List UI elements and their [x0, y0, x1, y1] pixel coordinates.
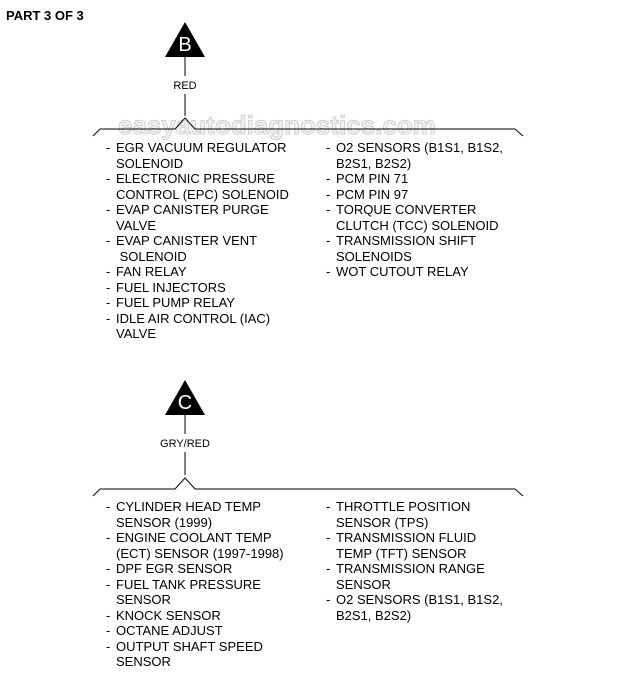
component-name-line: O2 SENSORS (B1S1, B1S2,: [336, 140, 503, 155]
component-item: [106, 140, 289, 171]
component-item: [106, 295, 289, 311]
component-item: [106, 623, 284, 639]
bullet-dash: -: [106, 623, 111, 638]
connector-c-wire-color: GRY/RED: [160, 438, 210, 450]
watermark: easyautodiagnostics.com: [118, 110, 436, 140]
bullet-dash: -: [326, 264, 331, 279]
connector-c-left-list: [106, 499, 284, 670]
component-name-line: DPF EGR SENSOR: [116, 561, 233, 576]
component-item: [326, 592, 503, 623]
component-name: [336, 499, 470, 530]
component-name-line: B2S1, B2S2): [336, 155, 412, 171]
component-name-line: THROTTLE POSITION: [336, 499, 471, 514]
component-name-line: PCM PIN 71: [336, 171, 409, 186]
bullet-dash: -: [326, 592, 331, 607]
component-name-line: TRANSMISSION SHIFT: [336, 233, 477, 248]
bullet-dash: -: [106, 638, 111, 654]
component-name-line: IDLE AIR CONTROL (IAC): [116, 310, 271, 326]
component-name-line: TORQUE CONVERTER: [336, 202, 477, 217]
component-name: [116, 561, 232, 577]
component-name-line: TRANSMISSION FLUID: [336, 530, 477, 545]
component-name: [116, 233, 257, 264]
bullet-dash: -: [106, 499, 111, 514]
component-item: [326, 561, 503, 592]
component-item: [106, 202, 289, 233]
component-name: [116, 171, 289, 202]
connector-b-letter: B: [178, 34, 192, 56]
component-name-line: ENGINE COOLANT TEMP: [116, 530, 272, 545]
component-name-line: OUTPUT SHAFT SPEED: [116, 638, 263, 654]
component-name-line: SOLENOID: [116, 248, 187, 264]
component-name: [116, 264, 187, 280]
component-item: [326, 171, 503, 187]
component-name-line: FUEL PUMP RELAY: [116, 295, 235, 310]
component-name-line: SENSOR: [336, 576, 391, 592]
bullet-dash: -: [326, 186, 331, 202]
component-name-line: TEMP (TFT) SENSOR: [336, 545, 467, 561]
component-name: [116, 530, 284, 561]
component-name-line: B2S1, B2S2): [336, 607, 412, 623]
component-name-line: PCM PIN 97: [336, 186, 409, 202]
connector-c-letter: C: [177, 392, 193, 414]
bullet-dash: -: [326, 140, 331, 155]
bullet-dash: -: [106, 576, 111, 592]
component-name: [116, 295, 235, 311]
component-item: [106, 311, 289, 342]
bullet-dash: -: [106, 310, 111, 326]
component-item: [106, 577, 284, 608]
component-name-line: FAN RELAY: [116, 264, 187, 279]
component-item: [326, 530, 503, 561]
component-name-line: VALVE: [116, 326, 156, 341]
component-name-line: TRANSMISSION RANGE: [336, 561, 485, 576]
component-name: [116, 202, 269, 233]
component-name: [336, 140, 503, 171]
bullet-dash: -: [326, 530, 331, 545]
connector-c-right-list: [326, 499, 503, 623]
component-item: [106, 561, 284, 577]
component-name: [116, 280, 226, 296]
component-item: [106, 608, 284, 624]
component-name: [336, 202, 499, 233]
component-name: [116, 499, 261, 530]
component-name: [116, 623, 223, 639]
component-name-line: ELECTRONIC PRESSURE: [116, 171, 275, 186]
component-name: [336, 264, 469, 280]
component-name: [116, 639, 263, 670]
component-name-line: CYLINDER HEAD TEMP: [116, 499, 261, 514]
bullet-dash: -: [326, 171, 331, 186]
component-item: [106, 264, 289, 280]
component-item: [326, 202, 503, 233]
connector-c-bracket: [93, 478, 523, 496]
component-item: [106, 171, 289, 202]
component-name-line: O2 SENSORS (B1S1, B1S2,: [336, 592, 503, 607]
component-item: [106, 530, 284, 561]
component-name-line: FUEL INJECTORS: [116, 279, 226, 295]
component-name-line: SENSOR (TPS): [336, 514, 429, 530]
component-name-line: EVAP CANISTER PURGE: [116, 202, 269, 217]
component-name: [116, 311, 270, 342]
component-item: [326, 499, 503, 530]
component-item: [326, 264, 503, 280]
component-name: [116, 608, 221, 624]
component-name-line: VALVE: [116, 217, 156, 233]
bullet-dash: -: [106, 233, 111, 248]
component-name-line: SENSOR: [116, 654, 171, 669]
component-name-line: WOT CUTOUT RELAY: [336, 264, 469, 279]
component-name-line: CLUTCH (TCC) SOLENOID: [336, 217, 499, 233]
part-label: PART 3 OF 3: [6, 8, 84, 23]
bullet-dash: -: [106, 295, 111, 310]
bullet-dash: -: [106, 171, 111, 186]
component-name-line: EGR VACUUM REGULATOR: [116, 140, 287, 155]
component-name-line: SOLENOIDS: [336, 248, 412, 264]
component-name-line: (ECT) SENSOR (1997-1998): [116, 545, 284, 561]
component-name: [116, 577, 261, 608]
connector-c: [93, 380, 523, 496]
connector-b-left-list: [106, 140, 289, 342]
bullet-dash: -: [326, 499, 331, 514]
component-name-line: CONTROL (EPC) SOLENOID: [116, 186, 289, 202]
bullet-dash: -: [106, 264, 111, 279]
component-item: [326, 233, 503, 264]
component-name: [336, 171, 408, 187]
component-name: [336, 530, 476, 561]
bullet-dash: -: [106, 279, 111, 295]
component-item: [106, 639, 284, 670]
component-name-line: SENSOR: [116, 592, 171, 607]
bullet-dash: -: [106, 561, 111, 576]
connector-b-wire-color: RED: [173, 80, 197, 92]
component-name-line: EVAP CANISTER VENT: [116, 233, 258, 248]
component-item: [326, 140, 503, 171]
component-name-line: KNOCK SENSOR: [116, 607, 221, 623]
component-item: [106, 499, 284, 530]
component-item: [326, 187, 503, 203]
bullet-dash: -: [326, 202, 331, 217]
component-name: [336, 187, 408, 203]
component-name: [116, 140, 286, 171]
component-name-line: SOLENOID: [116, 155, 184, 171]
bullet-dash: -: [326, 233, 331, 248]
component-name: [336, 592, 503, 623]
bullet-dash: -: [106, 530, 111, 545]
component-name-line: SENSOR (1999): [116, 514, 213, 530]
component-name: [336, 561, 485, 592]
component-name-line: OCTANE ADJUST: [116, 623, 223, 638]
bullet-dash: -: [106, 202, 111, 217]
component-item: [106, 233, 289, 264]
component-item: [106, 280, 289, 296]
bullet-dash: -: [326, 561, 331, 576]
component-name: [336, 233, 476, 264]
bullet-dash: -: [106, 140, 111, 155]
connector-b-right-list: [326, 140, 503, 280]
bullet-dash: -: [106, 607, 111, 623]
component-name-line: FUEL TANK PRESSURE: [116, 576, 261, 592]
